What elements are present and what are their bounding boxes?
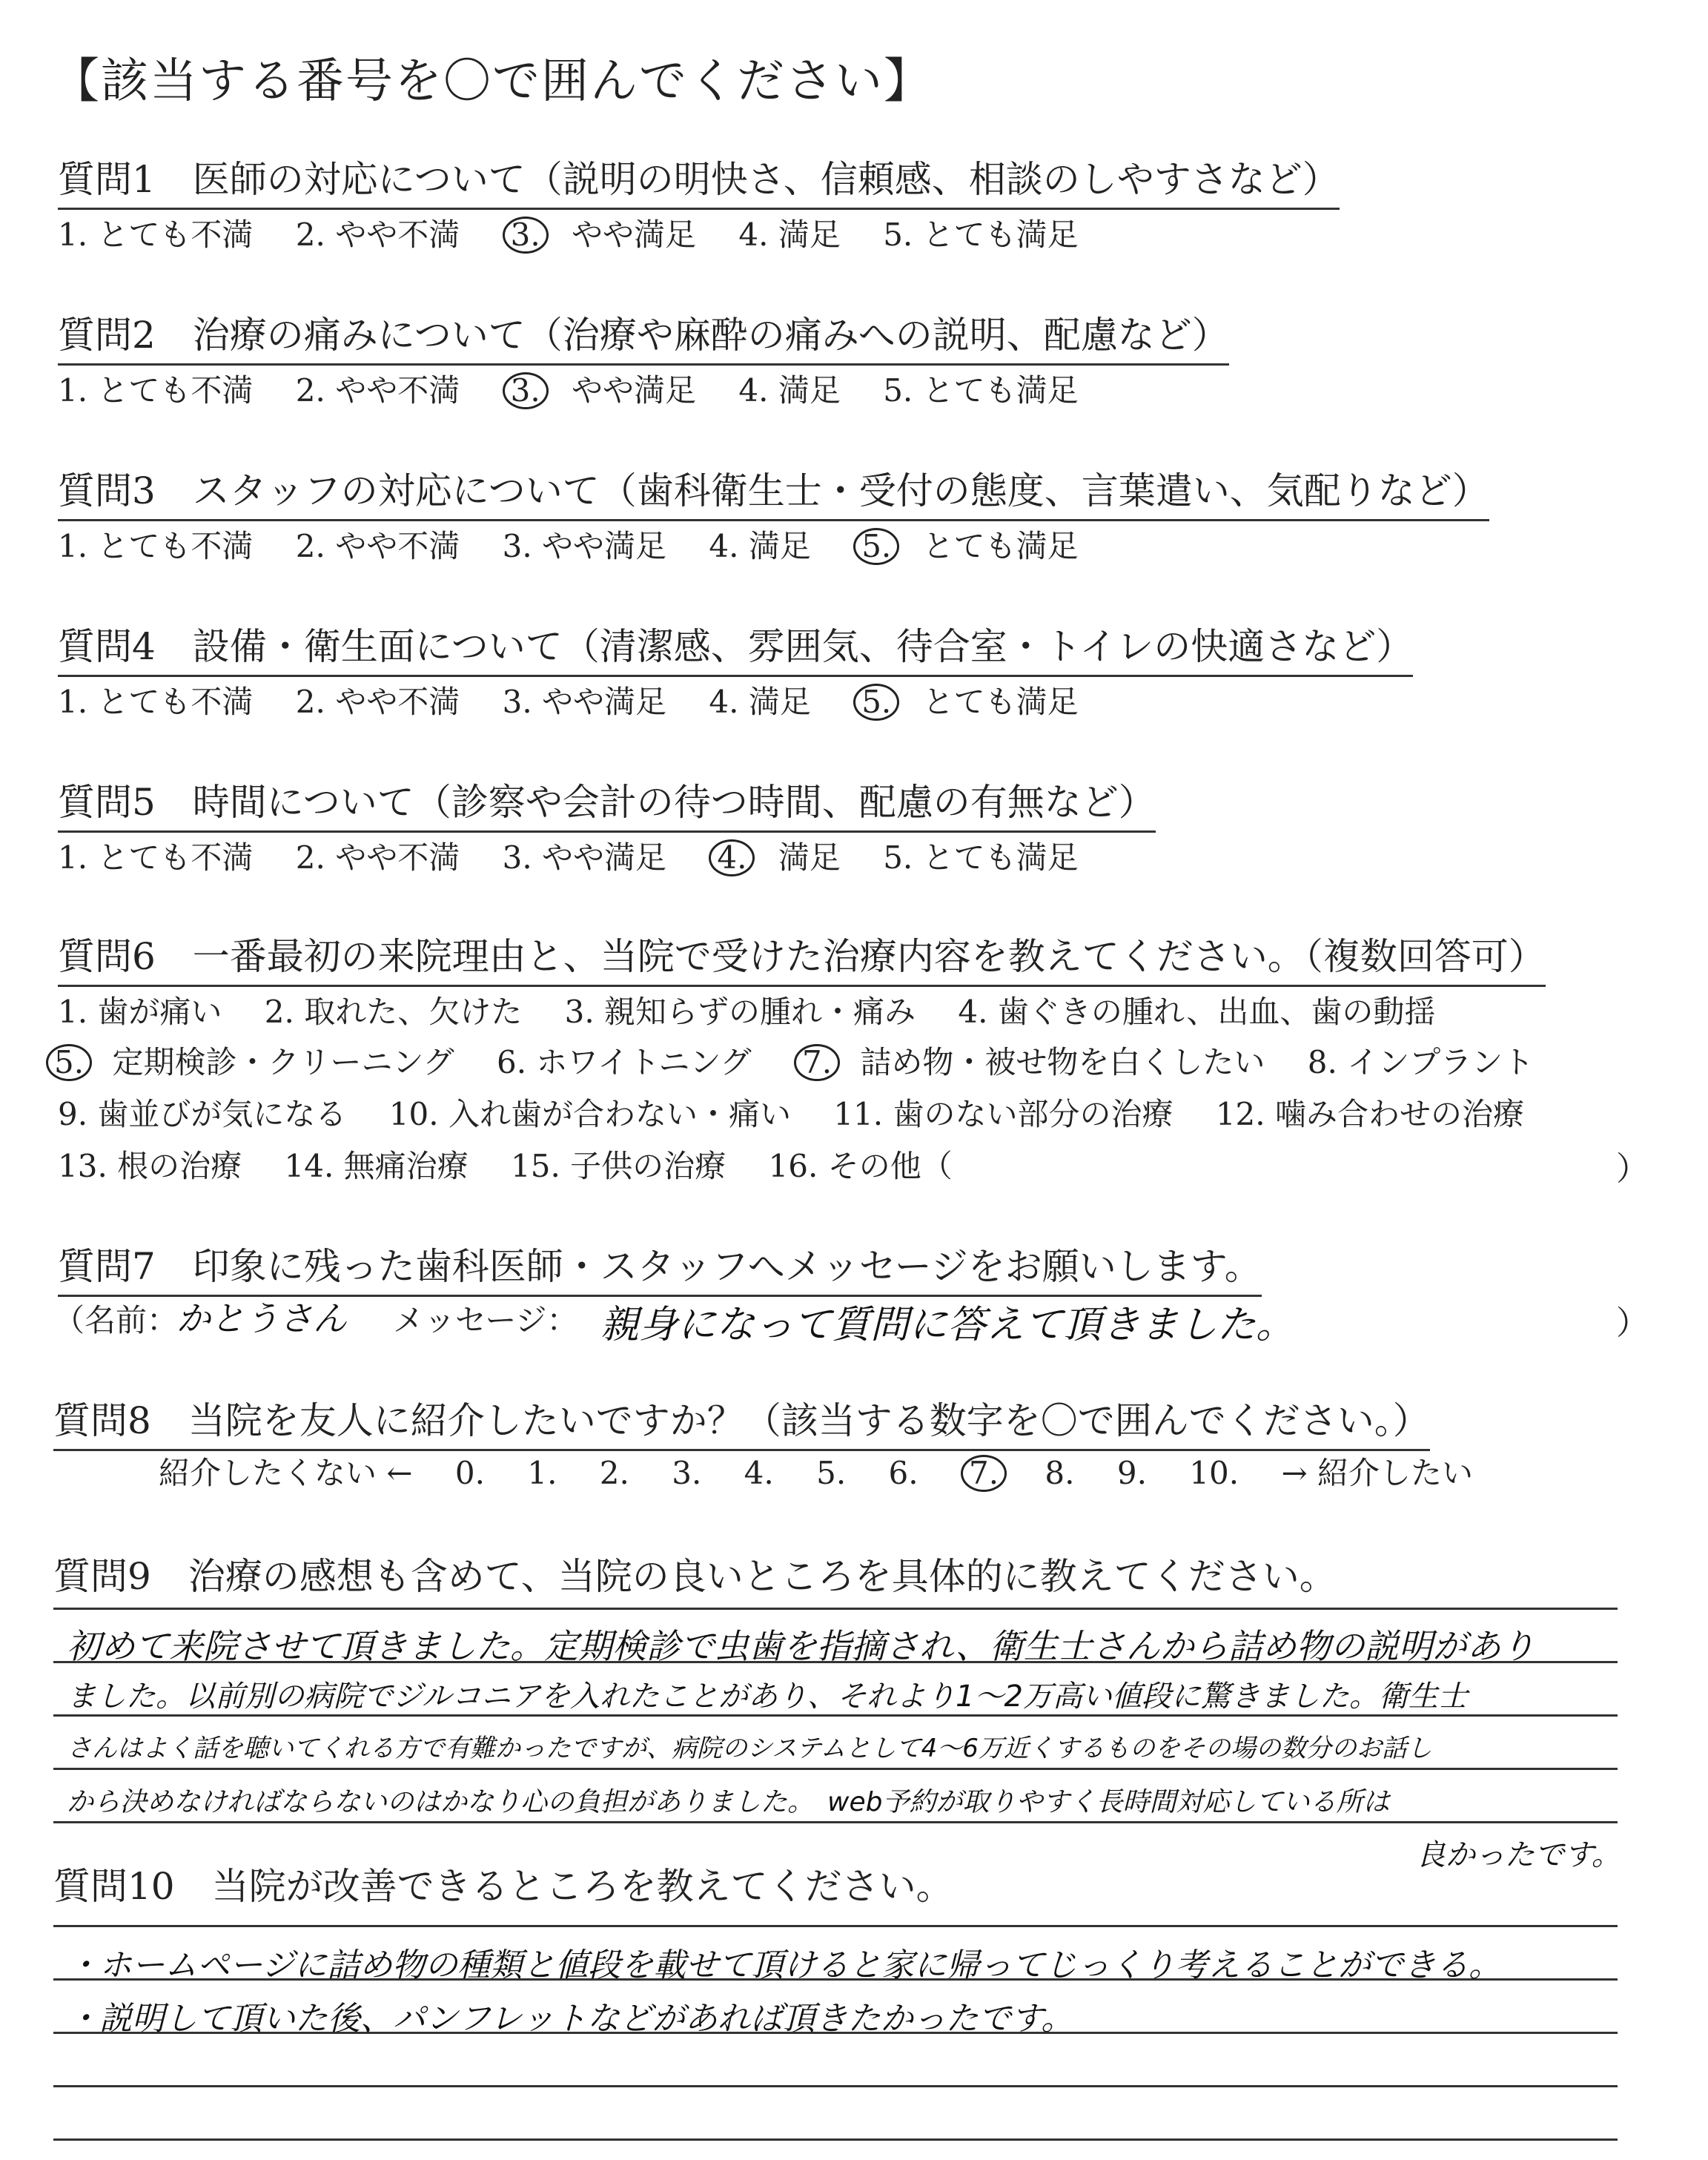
option-3[interactable]: 3. やや満足 [502,839,667,876]
message-close-paren: ） [1616,1304,1649,1342]
scale-3[interactable]: 3. [672,1455,702,1491]
recommend-scale [159,1449,1506,1493]
option-11[interactable]: 11. 歯のない部分の治療 [833,1096,1174,1132]
question-10-heading: 質問10 当院が改善できるところを教えてください。 [53,1865,953,1908]
question-3-options [58,522,1111,567]
scale-5[interactable]: 5. [816,1455,847,1491]
question-8-heading: 質問8 当院を友人に紹介したいですか？（該当する数字を〇で囲んでください。） [53,1391,1430,1451]
option-5[interactable]: 5. とても満足 [883,839,1079,876]
question-2-heading: 質問2 治療の痛みについて（治療や麻酔の痛みへの説明、配慮など） [58,305,1229,366]
option-2[interactable]: 2. やや不満 [295,217,460,253]
option-14[interactable]: 14. 無痛治療 [284,1148,469,1184]
selected-option-circle[interactable]: 7. [961,1455,1007,1492]
option-2[interactable]: 2. やや不満 [295,528,460,564]
answer-rule [53,1608,1618,1610]
question-9-heading: 質問9 治療の感想も含めて、当院の良いところを具体的に教えてください。 [53,1555,1337,1598]
question-1-options [58,211,1111,255]
option-10[interactable]: 10. 入れ歯が合わない・痛い [388,1096,791,1132]
name-label: （名前： [53,1302,179,1338]
message-label: メッセージ： [393,1302,578,1338]
question-5-options [58,833,1111,878]
option-1[interactable]: 1. とても不満 [58,684,254,720]
question-1-heading: 質問1 医師の対応について（説明の明快さ、信頼感、相談のしやすさなど） [58,150,1340,210]
question-6-row-1 [58,988,1468,1032]
question-3-heading: 質問3 スタッフの対応について（歯科衛生士・受付の態度、言葉遣い、気配りなど） [58,461,1489,521]
scale-left-label: 紹介したくない ← [159,1455,413,1491]
option-5-label: とても満足 [922,528,1079,564]
question-6-row-4 [58,1142,985,1186]
scale-10[interactable]: 10. [1189,1455,1239,1491]
option-2[interactable]: 2. やや不満 [295,372,460,409]
scale-6[interactable]: 6. [888,1455,918,1491]
option-5[interactable]: 5. とても満足 [883,372,1079,409]
answer-9-line-4[interactable]: から決めなければならないのはかなり心の負担がありました。 web予約が取りやすく長時間対応している所は [67,1787,1390,1817]
question-4-heading: 質問4 設備・衛生面について（清潔感、雰囲気、待合室・トイレの快適さなど） [58,617,1413,677]
selected-option-circle[interactable]: 3. [503,372,549,409]
name-handwritten[interactable]: かとうさん [176,1298,347,1338]
selected-option-circle[interactable]: 4. [709,839,755,876]
question-6-row-2 [46,1038,1566,1083]
option-1[interactable]: 1. とても不満 [58,217,254,253]
other-close-paren: ） [1616,1150,1649,1188]
option-5-label: とても満足 [922,684,1079,720]
answer-9-line-1[interactable]: 初めて来院させて頂きました。定期検診で虫歯を指摘され、衛生士さんから詰め物の説明があり [67,1626,1535,1666]
option-1[interactable]: 1. 歯が痛い [58,994,222,1030]
question-2-options [58,366,1111,411]
scale-1[interactable]: 1. [527,1455,557,1491]
scale-right-label: → 紹介したい [1281,1455,1473,1491]
answer-10-line-1[interactable]: ・ホームページに詰め物の種類と値段を載せて頂けると家に帰ってじっくり考えることができる。 [67,1946,1502,1984]
question-6-heading: 質問6 一番最初の来院理由と、当院で受けた治療内容を教えてください。（複数回答可） [58,927,1546,987]
option-3[interactable]: 3. 親知らずの腫れ・痛み [564,994,916,1030]
option-13[interactable]: 13. 根の治療 [58,1148,242,1184]
option-4[interactable]: 4. 満足 [738,217,841,253]
selected-option-circle[interactable]: 7. [794,1044,840,1081]
question-4-options [58,678,1111,722]
option-3-label: やや満足 [572,372,697,409]
scale-9[interactable]: 9. [1116,1455,1147,1491]
option-4-label: 満足 [778,839,841,876]
option-4[interactable]: 4. 満足 [709,684,811,720]
option-1[interactable]: 1. とても不満 [58,372,254,409]
option-2[interactable]: 2. やや不満 [295,684,460,720]
option-1[interactable]: 1. とても不満 [58,528,254,564]
option-7-label: 詰め物・被せ物を白くしたい [860,1044,1265,1080]
selected-option-circle[interactable]: 5. [853,684,899,721]
option-4[interactable]: 4. 歯ぐきの腫れ、出血、歯の動揺 [958,994,1436,1030]
option-6[interactable]: 6. ホワイトニング [496,1044,752,1080]
question-7-heading: 質問7 印象に残った歯科医師・スタッフへメッセージをお願いします。 [58,1237,1262,1297]
scale-4[interactable]: 4. [744,1455,774,1491]
answer-rule [53,2138,1618,2141]
option-2[interactable]: 2. 取れた、欠けた [264,994,523,1030]
option-5[interactable]: 5. とても満足 [883,217,1079,253]
answer-rule [53,1821,1618,1823]
answer-9-line-2[interactable]: ました。以前別の病院でジルコニアを入れたことがあり、それより1～2万高い値段に驚きました。衛生士 [67,1680,1468,1714]
scale-0[interactable]: 0. [454,1455,485,1491]
scale-2[interactable]: 2. [599,1455,629,1491]
selected-option-circle[interactable]: 5. [46,1044,92,1081]
answer-rule [53,2085,1618,2087]
answer-10-line-2[interactable]: ・説明して頂いた後、パンフレットなどがあれば頂きたかったです。 [67,2000,1074,2038]
option-5-label: 定期検診・クリーニング [112,1044,454,1080]
option-12[interactable]: 12. 噛み合わせの治療 [1215,1096,1524,1132]
option-9[interactable]: 9. 歯並びが気になる [58,1096,347,1132]
option-4[interactable]: 4. 満足 [738,372,841,409]
question-6-row-3 [58,1090,1557,1135]
option-3-label: やや満足 [572,217,697,253]
answer-rule [53,1925,1618,1927]
answer-9-line-3[interactable]: さんはよく話を聴いてくれる方で有難かったですが、病院のシステムとして4～6万近くするものをその場の数分のお話し [67,1734,1432,1763]
message-handwritten[interactable]: 親身になって質問に答えて頂きました。 [600,1303,1295,1347]
answer-rule [53,1768,1618,1770]
selected-option-circle[interactable]: 5. [853,528,899,565]
selected-option-circle[interactable]: 3. [503,217,549,254]
option-3[interactable]: 3. やや満足 [502,528,667,564]
answer-9-line-5[interactable]: 良かったです。 [1416,1838,1621,1872]
question-5-heading: 質問5 時間について（診察や会計の待つ時間、配慮の有無など） [58,773,1156,833]
option-2[interactable]: 2. やや不満 [295,839,460,876]
option-4[interactable]: 4. 満足 [709,528,811,564]
scale-8[interactable]: 8. [1045,1455,1075,1491]
page-title: 【該当する番号を〇で囲んでください】 [52,54,933,109]
option-1[interactable]: 1. とても不満 [58,839,254,876]
option-16-other[interactable]: 16. その他（ [768,1148,953,1184]
option-3[interactable]: 3. やや満足 [502,684,667,720]
option-8[interactable]: 8. インプラント [1307,1044,1535,1080]
option-15[interactable]: 15. 子供の治療 [511,1148,726,1184]
